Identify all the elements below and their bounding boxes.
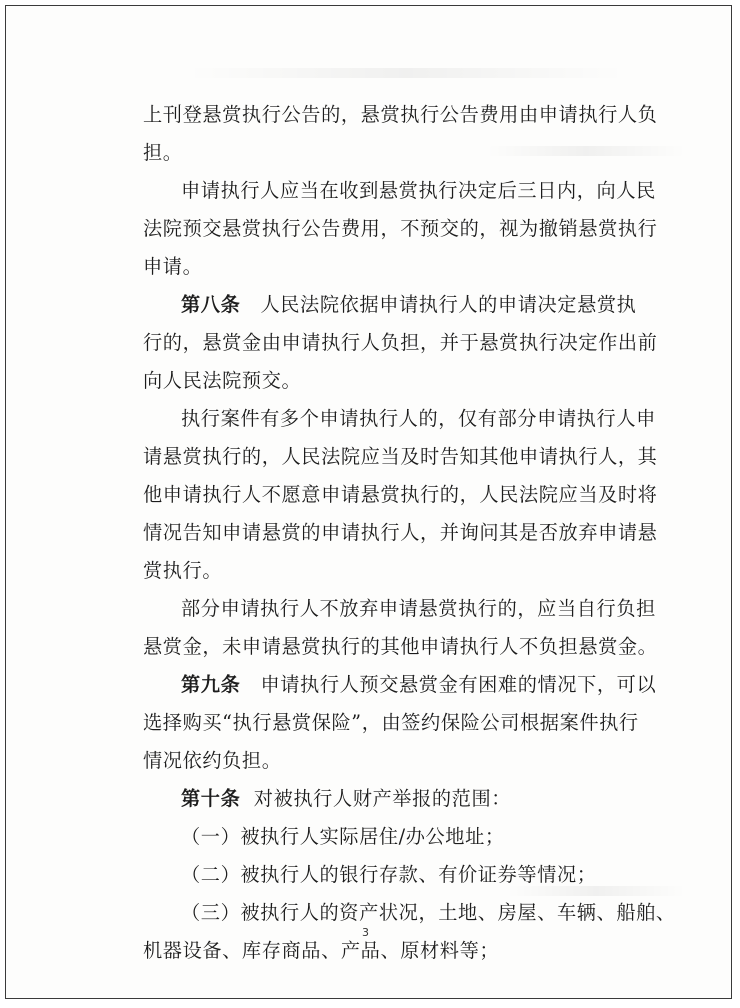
article-9-first-line	[143, 666, 657, 704]
list-item: （三）被执行人的资产状况，土地、房屋、车辆、船舶、	[181, 901, 676, 924]
article-heading: 第八条	[181, 293, 241, 316]
text-span: 对被执行人财产举报的范围：	[253, 787, 512, 810]
scan-artifact	[186, 68, 626, 78]
text-line: 选择购买“执行悬赏保险”，由签约保险公司根据案件执行	[143, 711, 639, 734]
text-line: 情况告知申请悬赏的申请执行人，并询问其是否放弃申请悬	[143, 521, 658, 544]
text-line: 赏执行。	[143, 559, 223, 582]
text-line: 行的，悬赏金由申请执行人负担，并于悬赏执行决定作出前	[143, 331, 658, 354]
list-item: （一）被执行人实际居住/办公地址；	[181, 825, 505, 848]
article-heading: 第九条	[181, 673, 241, 696]
text-span: 人民法院依据申请执行人的申请决定悬赏执	[260, 293, 637, 316]
list-item: （二）被执行人的银行存款、有价证券等情况；	[181, 863, 597, 886]
page-number: 3	[362, 926, 369, 939]
text-line: 担。	[143, 141, 183, 164]
article-heading: 第十条	[181, 787, 241, 810]
article-10-first-line	[143, 780, 643, 818]
text-line: 机器设备、库存商品、产品、原材料等；	[143, 939, 500, 962]
text-line: 情况依约负担。	[143, 749, 282, 772]
text-line: 请悬赏执行的，人民法院应当及时告知其他申请执行人，其	[143, 445, 658, 468]
document-body	[143, 96, 676, 970]
text-line: 申请。	[143, 255, 203, 278]
text-line: 法院预交悬赏执行公告费用，不预交的，视为撤销悬赏执行	[143, 217, 658, 240]
text-line: 申请执行人应当在收到悬赏执行决定后三日内，向人民	[181, 179, 656, 202]
text-line: 上刊登悬赏执行公告的，悬赏执行公告费用由申请执行人负	[143, 103, 658, 126]
text-line: 悬赏金，未申请悬赏执行的其他申请执行人不负担悬赏金。	[143, 635, 658, 658]
text-line: 向人民法院预交。	[143, 369, 302, 392]
text-line: 他申请执行人不愿意申请悬赏执行的，人民法院应当及时将	[143, 483, 658, 506]
text-line: 执行案件有多个申请执行人的，仅有部分申请执行人申	[181, 407, 656, 430]
text-span: 申请执行人预交悬赏金有困难的情况下，可以	[260, 673, 657, 696]
article-8-first-line	[143, 286, 643, 324]
text-line: 部分申请执行人不放弃申请悬赏执行的，应当自行负担	[181, 597, 656, 620]
